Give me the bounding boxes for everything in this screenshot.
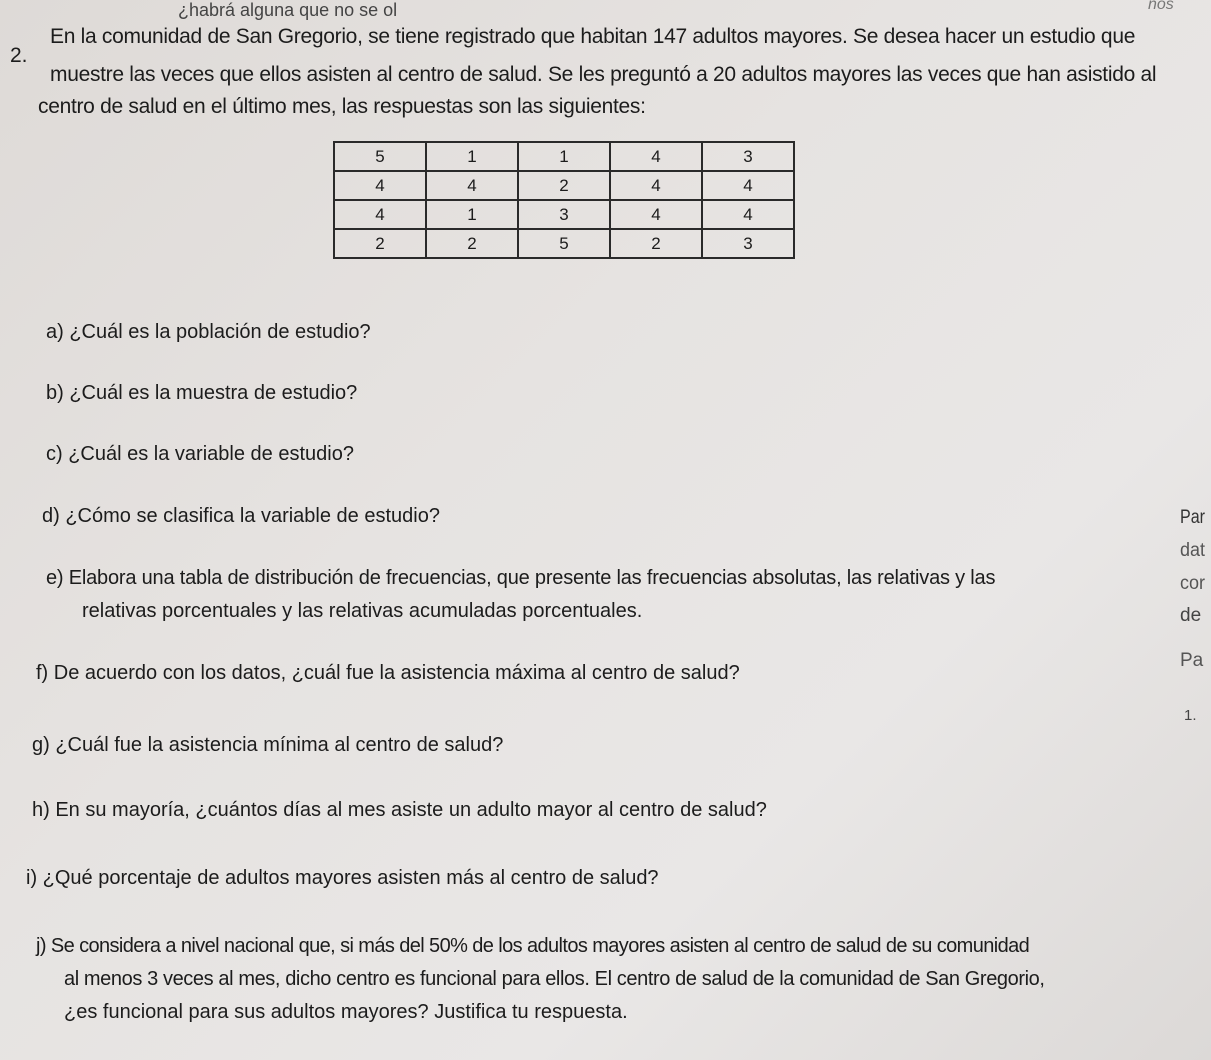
table-cell: 4 xyxy=(334,200,426,229)
table-cell: 5 xyxy=(518,229,610,258)
question-g: g) ¿Cuál fue la asistencia mínima al centro de salud? xyxy=(32,734,504,756)
problem-statement-line-2: muestre las veces que ellos asisten al centro de salud. Se les preguntó a 20 adultos mayores las veces que han asistido al xyxy=(50,63,1157,86)
problem-statement-line-1: En la comunidad de San Gregorio, se tiene registrado que habitan 147 adultos mayores. Se desea hacer un estudio que xyxy=(50,25,1136,48)
table-cell: 2 xyxy=(334,229,426,258)
corner-handwriting-fragment: nos xyxy=(1148,0,1174,13)
table-cell: 3 xyxy=(518,200,610,229)
question-j-line-3: ¿es funcional para sus adultos mayores? Justifica tu respuesta. xyxy=(64,1001,628,1023)
table-cell: 3 xyxy=(702,142,794,171)
table-cell: 4 xyxy=(702,200,794,229)
table-cell: 4 xyxy=(426,171,518,200)
question-e-line-2: relativas porcentuales y las relativas acumuladas porcentuales. xyxy=(82,600,643,622)
question-h: h) En su mayoría, ¿cuántos días al mes asiste un adulto mayor al centro de salud? xyxy=(32,799,767,821)
table-cell: 3 xyxy=(702,229,794,258)
edge-fragment: 1. xyxy=(1184,707,1197,724)
table-row xyxy=(334,171,794,200)
table-cell: 1 xyxy=(426,200,518,229)
edge-fragment: Pa xyxy=(1180,650,1204,671)
problem-number: 2. xyxy=(10,44,28,67)
table-cell: 2 xyxy=(610,229,702,258)
problem-statement-line-3: centro de salud en el último mes, las respuestas son las siguientes: xyxy=(38,95,646,118)
table-cell: 1 xyxy=(426,142,518,171)
table-row xyxy=(334,229,794,258)
table-cell: 4 xyxy=(702,171,794,200)
table-cell: 5 xyxy=(334,142,426,171)
edge-fragment: dat xyxy=(1180,540,1205,561)
question-d: d) ¿Cómo se clasifica la variable de estudio? xyxy=(42,505,440,527)
table-cell: 4 xyxy=(610,200,702,229)
question-j-line-2: al menos 3 veces al mes, dicho centro es funcional para ellos. El centro de salud de la comunidad de San Gregorio, xyxy=(64,968,1045,990)
question-e-line-1: e) Elabora una tabla de distribución de frecuencias, que presente las frecuencias absolutas, las relativas y las xyxy=(46,567,996,589)
table-cell: 4 xyxy=(610,171,702,200)
edge-fragment: Par xyxy=(1180,507,1205,528)
question-c: c) ¿Cuál es la variable de estudio? xyxy=(46,443,354,465)
question-a: a) ¿Cuál es la población de estudio? xyxy=(46,321,371,343)
table-cell: 4 xyxy=(610,142,702,171)
edge-fragment: cor xyxy=(1180,573,1206,594)
question-i: i) ¿Qué porcentaje de adultos mayores asisten más al centro de salud? xyxy=(26,867,659,889)
table-cell: 2 xyxy=(426,229,518,258)
table-row xyxy=(334,200,794,229)
responses-table xyxy=(333,141,795,259)
question-f: f) De acuerdo con los datos, ¿cuál fue la asistencia máxima al centro de salud? xyxy=(36,662,740,684)
table-cell: 1 xyxy=(518,142,610,171)
previous-page-fragment: ¿habrá alguna que no se ol xyxy=(178,0,398,20)
question-b: b) ¿Cuál es la muestra de estudio? xyxy=(46,382,358,404)
edge-fragment: de xyxy=(1180,605,1202,626)
question-j-line-1: j) Se considera a nivel nacional que, si más del 50% de los adultos mayores asisten al centro de salud de su comunidad xyxy=(36,935,1030,957)
table-row xyxy=(334,142,794,171)
table-cell: 4 xyxy=(334,171,426,200)
table-cell: 2 xyxy=(518,171,610,200)
